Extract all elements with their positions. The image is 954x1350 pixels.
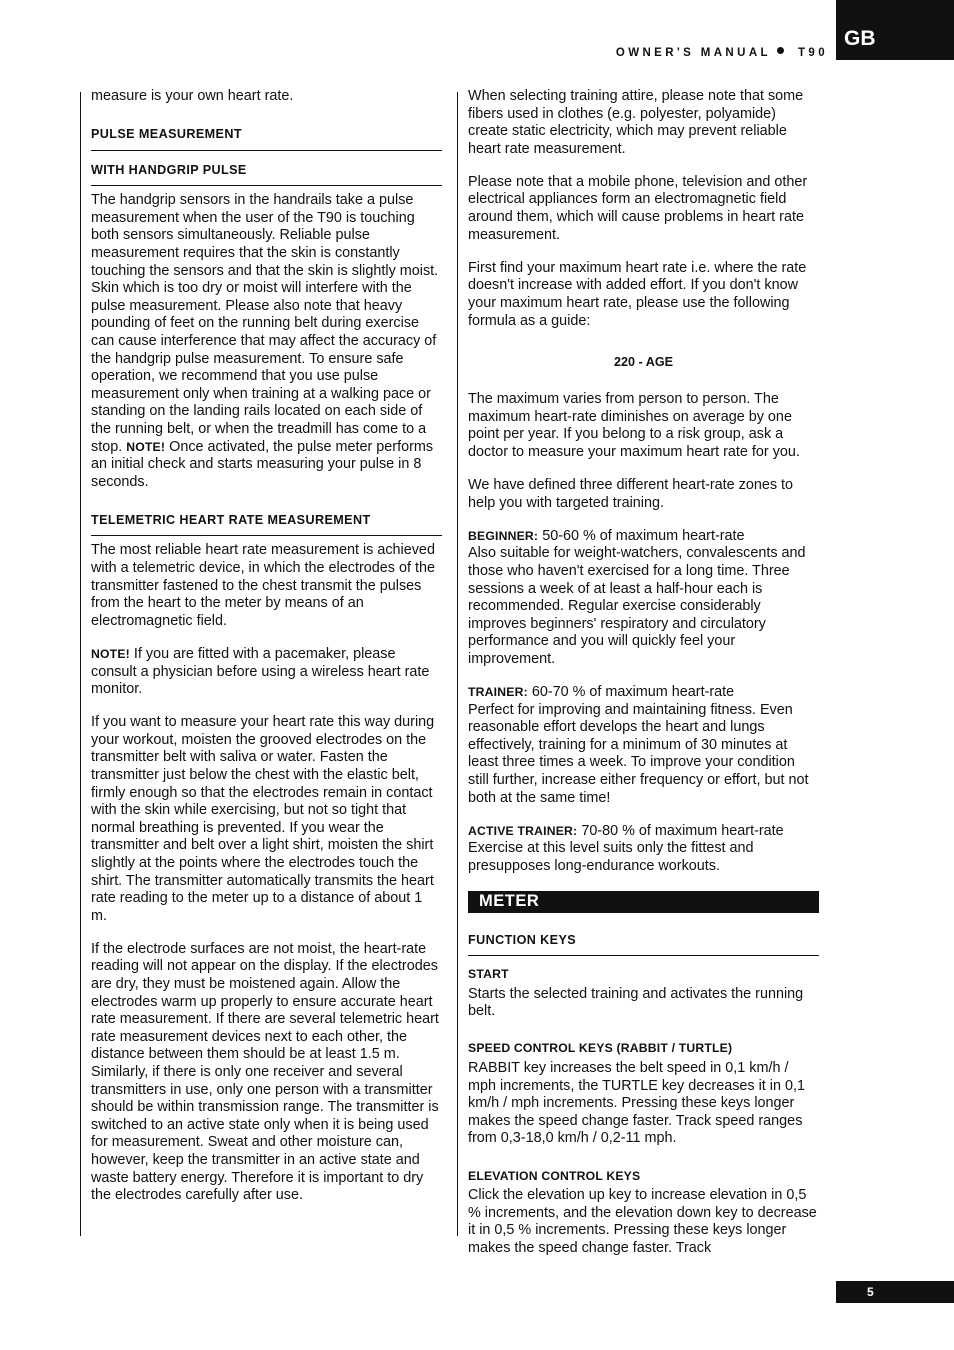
surfaces-text: If the electrode surfaces are not moist, the heart-rate reading will not appear on the display. If the electrodes are dry, they must be moistened again. Allow the electrodes warm up properly to ensure accurate heart rate measurement. If there are several telemetric heart rate measurement devices next to each other, the distance between them should be at least 1.5 m. Similarly, if there is only one receiver and several transmitters in use, only one person with a transmitter should be within transmission range. The transmitter is switched to an active state only when it is being used for measurement. Sweat and other moisture can, however, keep the transmitter in an active state and waste battery energy. Therefore it is important to dry the electrodes carefully after use. xyxy=(91,940,439,1204)
left-column xyxy=(91,88,442,1220)
intro-text: measure is your own heart rate. xyxy=(91,88,294,104)
running-header xyxy=(616,47,828,59)
handgrip-note-text: Once activated, the pulse meter performs an initial check and starts measuring your pulse in 8 seconds. xyxy=(91,438,434,490)
page-number xyxy=(836,1281,954,1303)
start-text: Starts the selected training and activates the running belt. xyxy=(468,985,804,1020)
zone-text: Perfect for improving and maintaining fitness. Even reasonable effort develops the heart and lungs effectively, training for a minimum of 30 minutes at least three times a week. To improve your condition still further, increase either frequency or effort, but not both at the same time! xyxy=(468,701,809,806)
zone-active-trainer xyxy=(468,823,819,876)
pulse-measurement-heading: PULSE MEASUREMENT xyxy=(91,121,442,151)
telemetric-text: The most reliable heart rate measurement is achieved with a telemetric device, in which the electrodes of the transmitter fastened to the chest transmit the pulses from the heart to the meter by means of an electromagnetic field. xyxy=(91,542,435,629)
pacemaker-note-label: NOTE! xyxy=(91,646,130,661)
zone-text: Exercise at this level suits only the fittest and presupposes long-endurance workouts. xyxy=(468,840,754,874)
elevation-keys-heading: ELEVATION CONTROL KEYS xyxy=(468,1168,641,1183)
handgrip-text: The handgrip sensors in the handrails take a pulse measurement when the user of the T90 is touching both sensors simultaneously. Reliable pulse measurement requires that the skin is constantly touching the sensors and that the skin is slightly moist. Skin which is too dry or moist will interfere with the pulse measurement. Please also note that heavy pounding of feet on the running belt during exercise can cause interference that may affect the accuracy of the handgrip pulse measurement. To ensure safe operation, we recommend that you use pulse measurement only when training at a walking pace or standing on the landing rails located on each side of the running belt, or when the treadmill has come to a stop. xyxy=(91,192,439,455)
function-keys-heading: FUNCTION KEYS xyxy=(468,927,819,957)
speed-keys-text: RABBIT key increases the belt speed in 0,1 km/h / mph increments, the TURTLE key decreases it in 0,1 km/h / mph increments. Pressing these keys longer makes the speed change faster. Track speed ranges from 0,3-18,0 km/h / 0,2-11 mph. xyxy=(468,1060,805,1147)
attire-text: When selecting training attire, please note that some fibers used in clothes (e.g. polyester, polyamide) create static electricity, which may prevent reliable heart rate measurement. xyxy=(468,88,804,157)
zone-range: 70-80 % of maximum heart-rate xyxy=(581,822,784,839)
page-number-text: 5 xyxy=(867,1285,874,1299)
handgrip-pulse-heading: WITH HANDGRIP PULSE xyxy=(91,157,442,187)
manual-label: OWNER'S MANUAL xyxy=(615,47,771,59)
zones-intro: We have defined three different heart-rate zones to help you with targeted training. xyxy=(468,477,794,511)
pacemaker-note xyxy=(91,646,442,699)
speed-keys-heading: SPEED CONTROL KEYS (RABBIT / TURTLE) xyxy=(468,1041,733,1056)
zone-range: 50-60 % of maximum heart-rate xyxy=(542,527,745,544)
zone-beginner xyxy=(468,528,819,669)
handgrip-paragraph xyxy=(91,192,442,491)
max-rate-text: First find your maximum heart rate i.e. where the rate doesn't increase with added effort. If you don't know your maximum heart rate, please use the following formula as a guide: xyxy=(468,259,807,329)
model-label: T90 xyxy=(797,47,828,59)
left-margin-rule xyxy=(80,92,81,1236)
pacemaker-note-text: If you are fitted with a pacemaker, please consult a physician before using a wireless heart rate monitor. xyxy=(91,645,430,698)
language-tab xyxy=(836,0,954,60)
moisten-text: If you want to measure your heart rate this way during your workout, moisten the grooved electrodes on the transmitter belt with saliva or water. Fasten the transmitter just below the chest with the elastic belt, firmly enough so that the electrodes remain in contact with the skin while exercising, but not so tight that normal breathing is prevented. If you wear the transmitter and belt over a light shirt, moisten the shirt slightly at the points where the electrodes touch the shirt. The transmitter automatically transmits the heart rate reading to the meter up to a distance of about 1 m. xyxy=(91,714,435,924)
bullet-icon xyxy=(777,47,784,54)
elevation-keys-text: Click the elevation up key to increase elevation in 0,5 % increments, and the elevation down key to decrease it in 0,5 % increments. Pressing these keys longer makes the speed change faster. Track xyxy=(468,1187,817,1256)
zone-label: ACTIVE TRAINER: xyxy=(468,823,578,838)
center-column-rule xyxy=(457,92,458,1236)
meter-section-bar: METER xyxy=(468,891,819,913)
zone-label: BEGINNER: xyxy=(468,528,539,543)
zone-trainer xyxy=(468,684,819,807)
zone-label: TRAINER: xyxy=(468,685,528,700)
max-heart-rate-formula: 220 - AGE xyxy=(613,354,674,369)
start-heading: START xyxy=(468,967,509,982)
varies-text: The maximum varies from person to person. The maximum heart-rate diminishes on average by one point per year. If you belong to a risk group, ask a doctor to measure your maximum heart rate for you. xyxy=(468,391,800,460)
zone-text: Also suitable for weight-watchers, convalescents and those who haven't exercised for a long time. Three sessions a week of at least a half-hour each is recommended. Regular exercise considerably improves beginners' respiratory and circulatory performance and you will quickly feel your improvement. xyxy=(468,545,806,667)
phone-text: Please note that a mobile phone, television and other electrical appliances form an electromagnetic field around them, which will cause problems in heart rate measurement. xyxy=(468,173,808,243)
right-column xyxy=(468,88,819,1273)
zone-range: 60-70 % of maximum heart-rate xyxy=(531,684,735,701)
telemetric-heading: TELEMETRIC HEART RATE MEASUREMENT xyxy=(91,507,442,537)
language-tab-label: GB xyxy=(844,27,876,50)
handgrip-note-label: NOTE! xyxy=(126,439,166,454)
